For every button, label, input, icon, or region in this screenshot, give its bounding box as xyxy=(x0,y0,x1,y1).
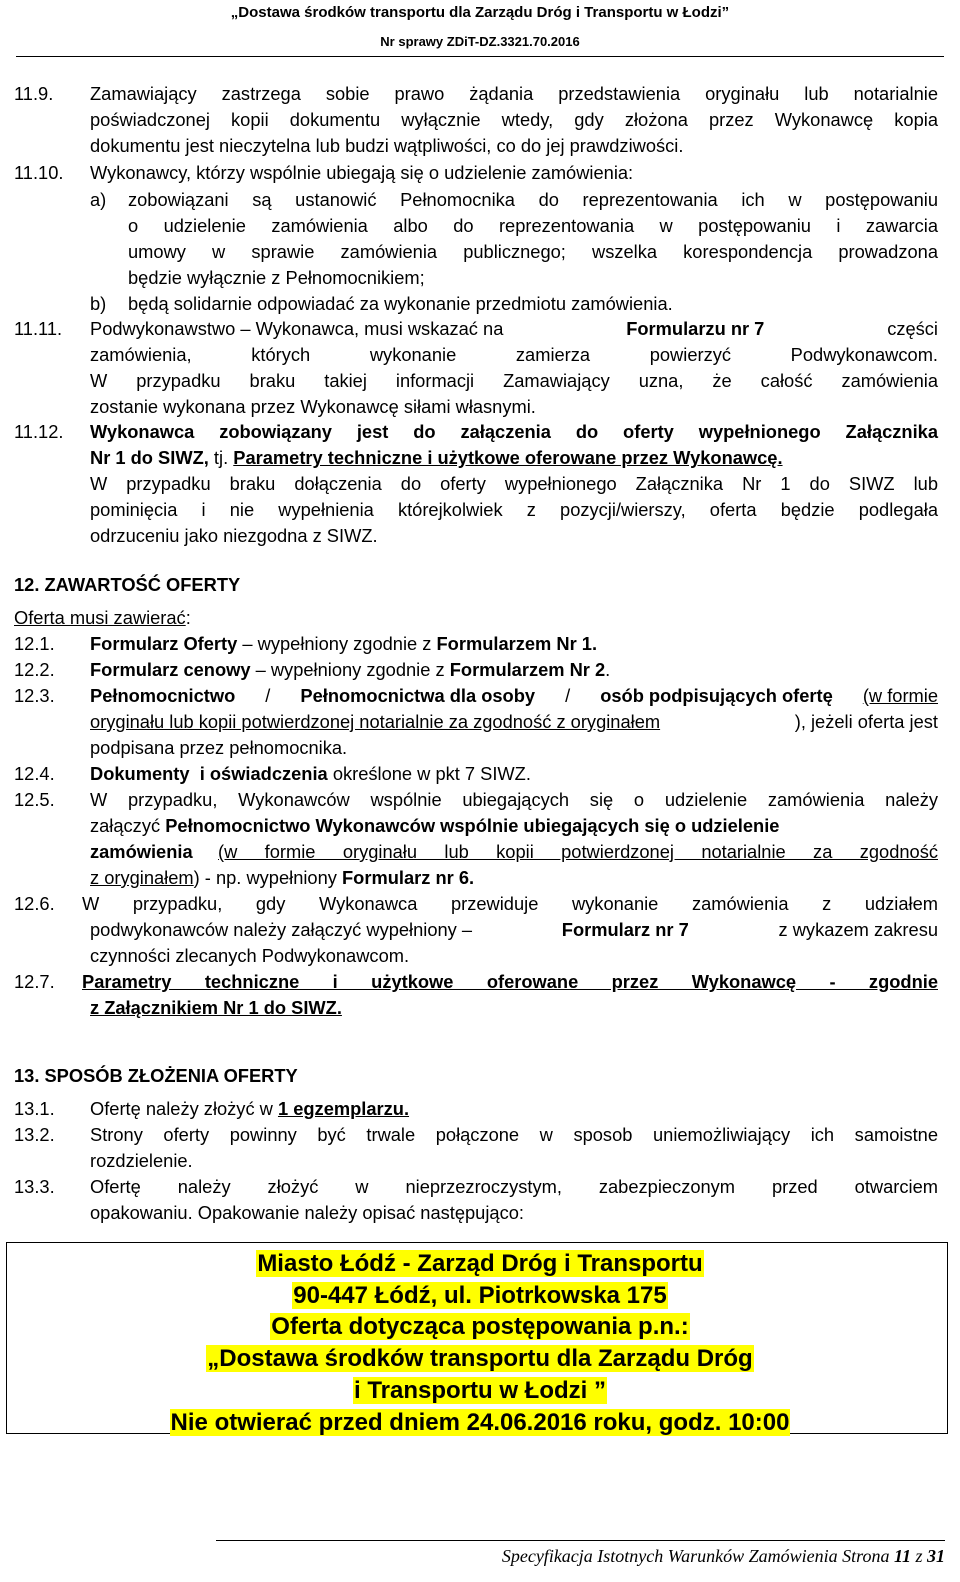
text-fragment: Ofertę należy złożyć w xyxy=(90,1098,273,1119)
list-label: b) xyxy=(90,293,107,314)
item-line xyxy=(90,813,779,839)
text-fragment: Pełnomocnictwo Wykonawców wspólnie ubiegających się o udzielenie xyxy=(165,815,780,836)
paragraph-line xyxy=(90,445,783,471)
item-line: rozdzielenie. xyxy=(90,1150,193,1171)
envelope-line xyxy=(0,1375,960,1407)
text-fragment: : xyxy=(185,607,191,628)
paragraph-line: Wykonawcy, którzy wspólnie ubiegają się o udzielenie zamówienia: xyxy=(90,162,634,183)
envelope-line xyxy=(0,1248,960,1280)
item-number: 12.4. xyxy=(14,763,55,784)
text-fragment: części xyxy=(887,318,938,339)
section-number: 11.12. xyxy=(14,421,64,442)
paragraph-line: pominięcia i nie wypełnienia którejkolwiek z pozycji/wierszy, oferta będzie podlegała xyxy=(90,499,938,520)
envelope-line xyxy=(0,1280,960,1312)
text-fragment: Formularz nr 6. xyxy=(342,867,475,888)
list-label: a) xyxy=(90,189,107,210)
paragraph-line: poświadczonej kopii dokumentu wyłącznie wtedy, gdy złożona przez Wykonawcę kopia xyxy=(90,109,938,130)
paragraph-line: będzie wyłącznie z Pełnomocnikiem; xyxy=(128,267,425,288)
document-header-title: „Dostawa środków transportu dla Zarządu Dróg i Transportu w Łodzi” xyxy=(230,4,730,21)
text-fragment: Formularzem Nr 1. xyxy=(436,633,598,654)
text-fragment: / xyxy=(565,685,571,706)
page-total: 31 xyxy=(927,1546,945,1566)
text-fragment: Dokumenty i oświadczenia xyxy=(90,763,328,784)
text-fragment: Nr 1 do SIWZ, xyxy=(90,447,209,468)
section-number: 11.11. xyxy=(14,318,63,339)
item-line xyxy=(90,1096,409,1122)
paragraph-line: o udzielenie zamówienia albo do reprezentowania w postępowaniu i zawarcia xyxy=(128,215,938,236)
form-reference: Formularzu nr 7 xyxy=(626,318,765,339)
item-line xyxy=(90,631,597,657)
highlighted-text: Nie otwierać przed dniem 24.06.2016 roku, godz. 10:00 xyxy=(170,1409,790,1436)
section-number: 11.10. xyxy=(14,162,64,183)
page-number: 11 xyxy=(893,1546,911,1566)
item-line: W przypadku, Wykonawców wspólnie ubiegających się o udzielenie zamówienia należy xyxy=(90,789,938,810)
text-fragment: ) - np. wypełniony xyxy=(193,867,337,888)
text-fragment: Podwykonawstwo – Wykonawca, musi wskazać na xyxy=(90,318,504,339)
footer-sep: z xyxy=(915,1546,923,1566)
section-number: 11.9. xyxy=(14,83,54,104)
text-fragment: Pełnomocnictwa dla osoby xyxy=(300,685,536,706)
envelope-line xyxy=(0,1407,960,1439)
item-number: 12.6. xyxy=(14,893,55,914)
highlighted-text: Miasto Łódź - Zarząd Dróg i Transportu xyxy=(257,1250,703,1277)
text-fragment: tj. xyxy=(213,447,229,468)
paragraph-line: W przypadku braku takiej informacji Zamawiający uzna, że całość zamówienia xyxy=(90,370,938,391)
item-line: Strony oferty powinny być trwale połączone w sposob uniemożliwiający ich samoistne xyxy=(90,1124,938,1145)
text-fragment: Pełnomocnictwo xyxy=(90,685,236,706)
paragraph-line: dokumentu jest nieczytelna lub budzi wątpliwości, co do jej prawdziwości. xyxy=(90,135,684,156)
text-fragment: 1 egzemplarzu. xyxy=(277,1098,410,1119)
text-fragment: określone w pkt 7 SIWZ. xyxy=(332,763,531,784)
underlined-reference: Parametry techniczne i użytkowe oferowane przez Wykonawcę. xyxy=(233,447,783,468)
case-number: Nr sprawy ZDiT-DZ.3321.70.2016 xyxy=(380,34,580,49)
text-fragment: – wypełniony zgodnie z xyxy=(242,633,432,654)
header-divider xyxy=(16,56,944,57)
page-footer xyxy=(216,1546,945,1567)
item-number: 12.7. xyxy=(14,971,55,992)
paragraph-line: Wykonawca zobowiązany jest do załączenia do oferty wypełnionego Załącznika xyxy=(90,421,938,442)
item-line xyxy=(90,917,938,943)
paragraph-line: będą solidarnie odpowiadać za wykonanie przedmiotu zamówienia. xyxy=(128,293,673,314)
item-line xyxy=(90,709,938,735)
section-heading-13: 13. SPOSÓB ZŁOŻENIA OFERTY xyxy=(14,1065,298,1086)
paragraph-line: zobowiązani są ustanowić Pełnomocnika do reprezentowania ich w postępowaniu xyxy=(128,189,938,210)
item-line: W przypadku, gdy Wykonawca przewiduje wykonanie zamówienia z udziałem xyxy=(82,893,938,914)
item-line: podpisana przez pełnomocnika. xyxy=(90,737,348,758)
highlighted-text: Oferta dotycząca postępowania p.n.: xyxy=(271,1313,689,1340)
envelope-line xyxy=(0,1343,960,1375)
paragraph-line: umowy w sprawie zamówienia publicznego; wszelka korespondencja prowadzona xyxy=(128,241,938,262)
item-line xyxy=(90,683,938,709)
highlighted-text: 90-447 Łódź, ul. Piotrkowska 175 xyxy=(293,1282,667,1309)
item-number: 13.2. xyxy=(14,1124,55,1145)
text-fragment: / xyxy=(265,685,271,706)
item-line: czynności zlecanych Podwykonawcom. xyxy=(90,945,410,966)
text-fragment: Formularz nr 7 xyxy=(561,919,689,940)
text-fragment: – wypełniony zgodnie z xyxy=(255,659,445,680)
highlighted-text: i Transportu w Łodzi ” xyxy=(354,1377,606,1404)
paragraph-line xyxy=(90,316,938,342)
section-intro xyxy=(14,605,191,631)
item-line xyxy=(90,839,938,865)
envelope-line xyxy=(0,1311,960,1343)
text-fragment: (w formie xyxy=(862,685,938,706)
paragraph-line: Zamawiający zastrzega sobie prawo żądania przedstawienia oryginału lub notarialnie xyxy=(90,83,938,104)
paragraph-line: odrzuceniu jako niezgodna z SIWZ. xyxy=(90,525,378,546)
highlighted-text: „Dostawa środków transportu dla Zarządu Dróg xyxy=(207,1345,753,1372)
text-fragment: Formularzem Nr 2 xyxy=(449,659,606,680)
item-line xyxy=(90,865,474,891)
text-fragment: Oferta musi zawierać xyxy=(14,607,186,628)
text-fragment: Formularz Oferty xyxy=(90,633,238,654)
text-fragment: (w formie oryginału lub kopii potwierdzonej notarialnie za zgodność xyxy=(218,841,938,862)
section-heading-12: 12. ZAWARTOŚĆ OFERTY xyxy=(14,574,241,595)
footer-divider xyxy=(216,1540,945,1541)
item-line: opakowaniu. Opakowanie należy opisać następująco: xyxy=(90,1202,524,1223)
item-line xyxy=(90,761,531,787)
text-fragment: z oryginałem xyxy=(90,867,194,888)
text-fragment: ), jeżeli oferta jest xyxy=(794,711,938,732)
item-number: 12.3. xyxy=(14,685,55,706)
item-line: Parametry techniczne i użytkowe oferowane przez Wykonawcę - zgodnie xyxy=(82,971,938,992)
item-line xyxy=(90,657,610,683)
item-number: 12.5. xyxy=(14,789,55,810)
item-number: 13.1. xyxy=(14,1098,55,1119)
text-fragment: . xyxy=(605,659,611,680)
paragraph-line: zostanie wykonana przez Wykonawcę siłami własnymi. xyxy=(90,396,536,417)
text-fragment: z wykazem zakresu xyxy=(778,919,938,940)
item-line: Ofertę należy złożyć w nieprzezroczystym, zabezpieczonym przed otwarciem xyxy=(90,1176,938,1197)
paragraph-line: zamówienia, których wykonanie zamierza powierzyć Podwykonawcom. xyxy=(90,344,938,365)
text-fragment: Formularz cenowy xyxy=(90,659,251,680)
text-fragment: podwykonawców należy załączyć wypełniony – xyxy=(90,919,473,940)
item-number: 12.2. xyxy=(14,659,55,680)
footer-text: Specyfikacja Istotnych Warunków Zamówienia Strona xyxy=(501,1546,890,1566)
paragraph-line: W przypadku braku dołączenia do oferty wypełnionego Załącznika Nr 1 do SIWZ lub xyxy=(90,473,938,494)
text-fragment: osób podpisujących ofertę xyxy=(600,685,833,706)
item-number: 13.3. xyxy=(14,1176,55,1197)
item-number: 12.1. xyxy=(14,633,55,654)
text-fragment: zamówienia xyxy=(90,841,193,862)
item-line: z Załącznikiem Nr 1 do SIWZ. xyxy=(90,997,342,1018)
text-fragment: załączyć xyxy=(90,815,161,836)
text-fragment: oryginału lub kopii potwierdzonej notarialnie za zgodność z oryginałem xyxy=(90,711,661,732)
